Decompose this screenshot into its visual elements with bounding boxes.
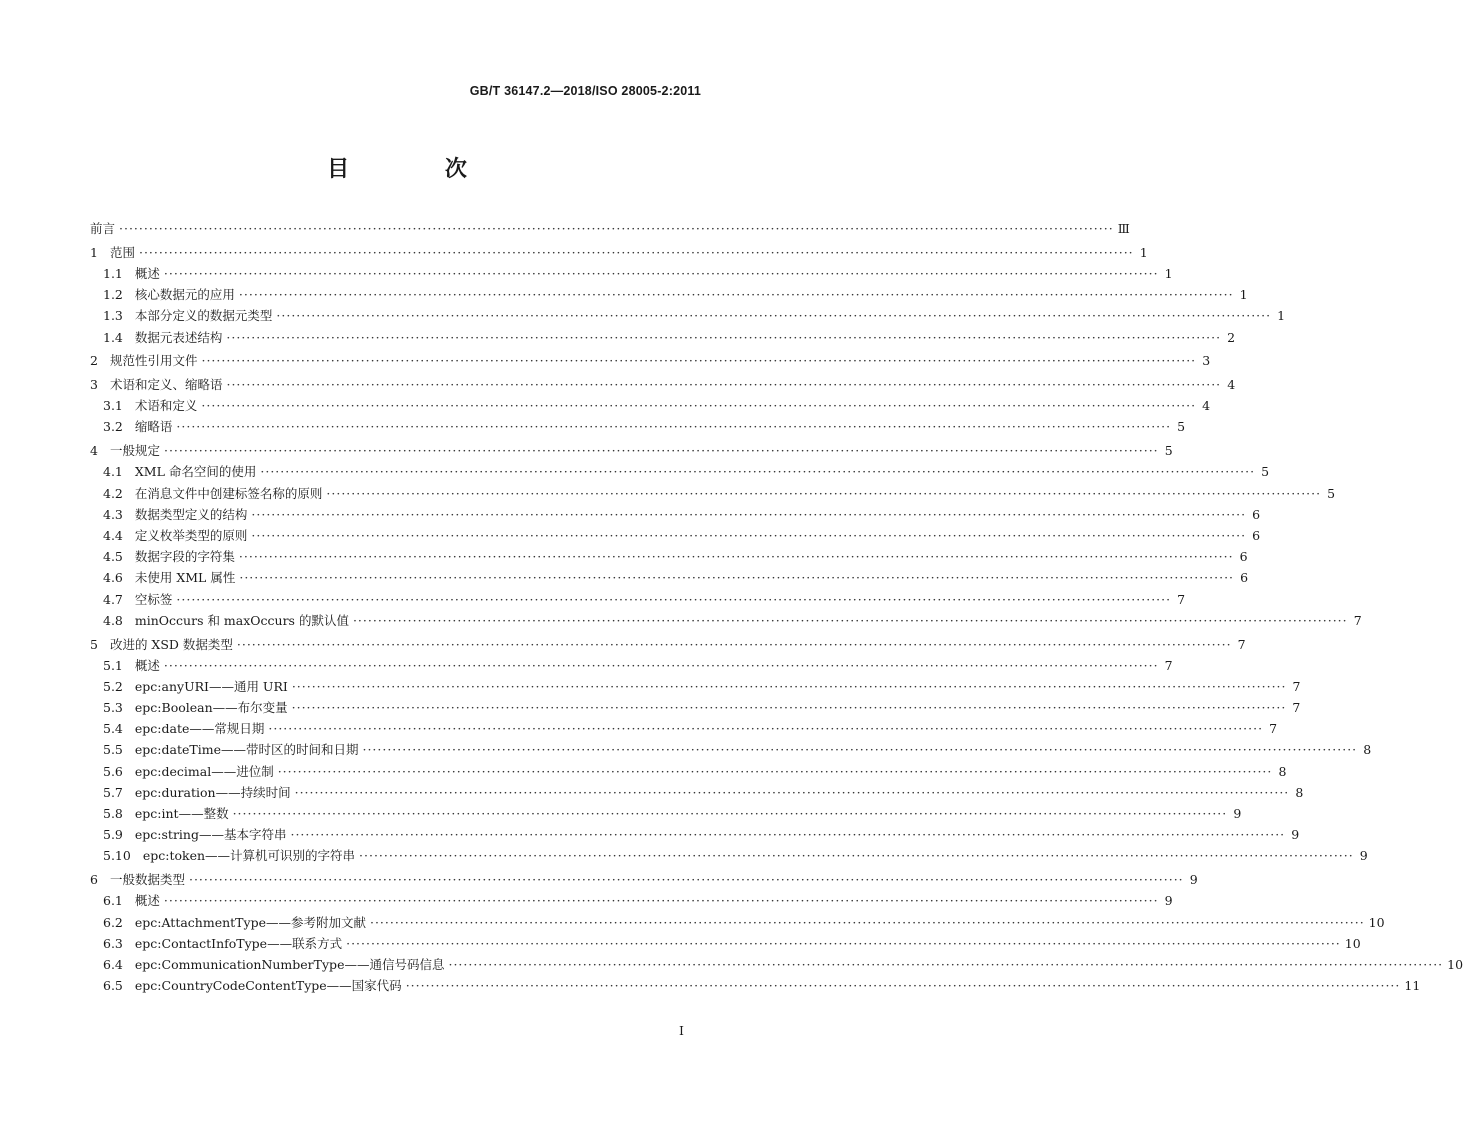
toc-entry-title: 改进的 XSD 数据类型	[109, 636, 233, 652]
toc-entry-title: epc:CommunicationNumberType——通信号码信息	[134, 956, 445, 972]
toc-entry-number: 4.8	[103, 612, 123, 628]
toc-entry-title: 数据字段的字符集	[134, 549, 235, 565]
toc-entry-number: 4.1	[103, 464, 123, 480]
toc-entry-page: 11	[1404, 978, 1421, 994]
toc-entry-title: epc:date——常规日期	[134, 721, 265, 737]
toc-entry-title: 空标签	[134, 591, 173, 607]
toc-entry-title: 一般规定	[109, 443, 160, 459]
toc-entry-title: epc:CountryCodeContentType——国家代码	[134, 978, 402, 994]
dot-leader: ········································································································································································································	[352, 612, 1348, 628]
standard-code-header: GB/T 36147.2—2018/ISO 28005-2:2011	[469, 84, 701, 98]
toc-entry[interactable]	[90, 351, 1211, 372]
toc-entry[interactable]	[90, 306, 1286, 327]
toc-entry-page: 1	[1239, 287, 1248, 303]
toc-entry-page: 2	[1227, 329, 1236, 345]
toc-entry-number: 5.1	[103, 657, 123, 673]
toc-entry-number: 4.4	[103, 528, 123, 543]
toc-entry-number: 6.4	[103, 956, 123, 972]
toc-entry[interactable]	[90, 656, 1173, 677]
dot-leader: ········································································································································································································	[326, 485, 1322, 501]
toc-entry-page: 7	[1353, 612, 1362, 628]
toc-entry-number: 4	[90, 443, 98, 459]
toc-entry-number: 1.2	[103, 287, 123, 303]
toc-entry-page: 7	[1164, 657, 1173, 673]
toc-entry-title: 本部分定义的数据元类型	[134, 308, 273, 324]
toc-entry-title: epc:anyURI——通用 URI	[134, 678, 288, 694]
toc-entry-page: 9	[1291, 827, 1300, 843]
dot-leader: ········································································································································································································	[277, 763, 1273, 779]
toc-entry-page: 7	[1292, 700, 1301, 716]
dot-leader: ········································································································································································································	[290, 827, 1286, 843]
toc-entry-page: 1	[1164, 265, 1173, 281]
toc-entry-title: epc:ContactInfoType——联系方式	[134, 935, 343, 951]
toc-entry[interactable]	[90, 934, 1361, 955]
toc-entry-title: epc:decimal——进位制	[134, 763, 274, 779]
dot-leader: ········································································································································································································	[291, 678, 1287, 694]
toc-entry-title: 概述	[134, 893, 160, 909]
toc-entry-page: 7	[1177, 591, 1186, 607]
toc-entry[interactable]	[90, 846, 1368, 867]
dot-leader: ········································································································································································································	[226, 377, 1222, 393]
dot-leader: ········································································································································································································	[163, 443, 1159, 459]
toc-entry-title: 概述	[134, 265, 160, 281]
toc-entry-page: 3	[1202, 353, 1211, 369]
toc-entry[interactable]	[90, 698, 1301, 719]
toc-entry[interactable]	[90, 462, 1270, 483]
toc-entry-number: 6.2	[103, 914, 123, 930]
toc-entry-page: 8	[1295, 784, 1304, 800]
toc-entry[interactable]	[90, 441, 1173, 462]
toc-entry-title: 在消息文件中创建标签名称的原则	[134, 485, 323, 501]
toc-entry-title: epc:token——计算机可识别的字符串	[142, 848, 356, 864]
toc-entry-number: 6.5	[103, 978, 123, 994]
dot-leader: ········································································································································································································	[176, 419, 1172, 435]
toc-entry[interactable]	[90, 219, 1130, 240]
dot-leader: ········································································································································································································	[119, 221, 1114, 236]
toc-entry-number: 5.2	[103, 678, 123, 694]
toc-entry[interactable]	[90, 635, 1246, 656]
toc-entry-number: 4.5	[103, 549, 123, 565]
dot-leader: ········································································································································································································	[163, 893, 1159, 909]
toc-entry-title: 数据类型定义的结构	[134, 506, 248, 522]
toc-entry-page: Ⅲ	[1117, 221, 1130, 236]
toc-entry-page: 9	[1164, 893, 1173, 909]
dot-leader: ········································································································································································································	[359, 848, 1354, 864]
toc-entry[interactable]	[90, 264, 1173, 285]
toc-entry-page: 9	[1359, 848, 1368, 864]
dot-leader: ········································································································································································································	[163, 265, 1159, 281]
toc-entry-page: 5	[1261, 464, 1270, 480]
toc-entry-title: 规范性引用文件	[109, 353, 198, 369]
toc-entry[interactable]	[90, 891, 1173, 912]
toc-entry-page: 7	[1237, 636, 1246, 652]
toc-entry-title: 术语和定义	[134, 398, 198, 414]
table-of-contents	[90, 219, 1463, 997]
toc-entry[interactable]	[90, 611, 1362, 632]
dot-leader: ········································································································································································································	[188, 872, 1184, 888]
toc-entry-number: 4.7	[103, 591, 123, 607]
dot-leader: ········································································································································································································	[176, 591, 1172, 607]
dot-leader: ········································································································································································································	[362, 742, 1358, 758]
toc-entry-number: 3	[90, 377, 98, 393]
toc-entry-page: 5	[1327, 485, 1336, 501]
toc-entry-title: 数据元表述结构	[134, 329, 223, 345]
dot-leader: ········································································································································································································	[226, 329, 1222, 345]
toc-entry-page: 8	[1278, 763, 1287, 779]
toc-entry[interactable]	[90, 740, 1372, 761]
toc-entry-title: 未使用 XML 属性	[134, 570, 236, 586]
dot-leader: ········································································································································································································	[232, 806, 1228, 822]
toc-entry-title: minOccurs 和 maxOccurs 的默认值	[134, 612, 349, 628]
toc-entry-page: 1	[1277, 308, 1286, 324]
toc-entry-page: 7	[1292, 678, 1301, 694]
toc-entry-number: 4.6	[103, 570, 123, 586]
dot-leader: ········································································································································································································	[201, 398, 1197, 414]
toc-entry-title: 范围	[109, 244, 135, 260]
toc-entry-number: 4.3	[103, 506, 123, 522]
dot-leader: ········································································································································································································	[369, 914, 1365, 930]
toc-entry-title: epc:int——整数	[134, 806, 229, 822]
toc-entry[interactable]	[90, 825, 1300, 846]
toc-entry[interactable]	[90, 590, 1186, 611]
dot-leader: ········································································································································································································	[238, 287, 1234, 303]
dot-leader: ········································································································································································································	[201, 353, 1197, 369]
dot-leader: ········································································································································································································	[138, 244, 1134, 260]
toc-entry[interactable]	[90, 375, 1236, 396]
toc-entry-number: 5.5	[103, 742, 123, 758]
toc-entry-title: 核心数据元的应用	[134, 287, 235, 303]
toc-entry-number: 6.3	[103, 935, 123, 951]
toc-entry-page: 10	[1447, 956, 1463, 972]
toc-entry-page: 5	[1177, 419, 1186, 435]
toc-entry[interactable]	[90, 783, 1304, 804]
toc-entry-number: 5.4	[103, 721, 123, 737]
toc-entry[interactable]	[90, 976, 1421, 997]
toc-entry-title: 前言	[90, 221, 116, 236]
toc-entry-number: 5.7	[103, 784, 123, 800]
toc-entry[interactable]	[90, 568, 1249, 589]
dot-leader: ········································································································································································································	[236, 636, 1232, 652]
toc-entry[interactable]	[90, 547, 1248, 568]
toc-entry-number: 3.1	[103, 398, 123, 414]
toc-entry[interactable]	[90, 396, 1211, 417]
toc-entry[interactable]	[90, 526, 1261, 547]
toc-entry[interactable]	[90, 677, 1301, 698]
toc-entry-title: 缩略语	[134, 419, 173, 435]
toc-entry-number: 5.8	[103, 806, 123, 822]
toc-entry-page: 9	[1189, 872, 1198, 888]
dot-leader: ········································································································································································································	[251, 528, 1247, 543]
dot-leader: ········································································································································································································	[268, 721, 1264, 737]
toc-entry-title: 一般数据类型	[109, 872, 185, 888]
dot-leader: ········································································································································································································	[260, 464, 1256, 480]
toc-entry-page: 1	[1139, 244, 1148, 260]
toc-entry-number: 5.6	[103, 763, 123, 779]
dot-leader: ········································································································································································································	[276, 308, 1272, 324]
toc-entry-page: 6	[1240, 570, 1249, 586]
toc-entry-number: 3.2	[103, 419, 123, 435]
dot-leader: ········································································································································································································	[291, 700, 1287, 716]
toc-entry-title: 定义枚举类型的原则	[134, 528, 248, 543]
dot-leader: ········································································································································································································	[405, 978, 1401, 994]
toc-entry[interactable]	[90, 505, 1261, 526]
toc-entry[interactable]	[90, 417, 1186, 438]
toc-entry-title: 概述	[134, 657, 160, 673]
toc-entry-title: epc:Boolean——布尔变量	[134, 700, 288, 716]
toc-entry-title: epc:duration——持续时间	[134, 784, 291, 800]
toc-entry-page: 10	[1368, 914, 1385, 930]
dot-leader: ········································································································································································································	[251, 506, 1247, 522]
toc-entry-number: 1.4	[103, 329, 123, 345]
toc-entry-title: XML 命名空间的使用	[134, 464, 257, 480]
toc-entry-page: 7	[1269, 721, 1278, 737]
toc-entry-title: epc:dateTime——带时区的时间和日期	[134, 742, 359, 758]
dot-leader: ········································································································································································································	[346, 935, 1341, 951]
toc-entry-number: 5.10	[103, 848, 131, 864]
toc-entry-page: 8	[1363, 742, 1372, 758]
toc-entry-page: 10	[1344, 935, 1361, 951]
toc-entry-page: 9	[1233, 806, 1242, 822]
toc-entry-title: epc:AttachmentType——参考附加文献	[134, 914, 366, 930]
dot-leader: ········································································································································································································	[294, 784, 1290, 800]
toc-entry[interactable]	[90, 913, 1385, 934]
toc-entry-number: 5	[90, 636, 98, 652]
toc-entry[interactable]	[90, 762, 1287, 783]
toc-entry[interactable]	[90, 719, 1278, 740]
toc-entry-number: 5.9	[103, 827, 123, 843]
dot-leader: ········································································································································································································	[163, 657, 1159, 673]
toc-entry[interactable]	[90, 804, 1242, 825]
toc-entry[interactable]	[90, 328, 1236, 349]
toc-entry-page: 5	[1164, 443, 1173, 459]
toc-entry[interactable]	[90, 285, 1248, 306]
toc-entry-page: 4	[1202, 398, 1211, 414]
toc-entry-page: 6	[1252, 528, 1261, 543]
toc-entry[interactable]	[90, 955, 1463, 976]
dot-leader: ········································································································································································································	[448, 956, 1444, 972]
toc-entry-number: 5.3	[103, 700, 123, 716]
toc-heading: 目 次	[327, 156, 511, 182]
toc-entry[interactable]	[90, 484, 1336, 505]
toc-entry-number: 1	[90, 244, 98, 260]
dot-leader: ········································································································································································································	[238, 549, 1234, 565]
toc-entry-number: 4.2	[103, 485, 123, 501]
dot-leader: ········································································································································································································	[239, 570, 1235, 586]
toc-entry-page: 6	[1239, 549, 1248, 565]
toc-entry-title: epc:string——基本字符串	[134, 827, 287, 843]
toc-entry-title: 术语和定义、缩略语	[109, 377, 223, 393]
toc-entry[interactable]	[90, 243, 1148, 264]
toc-entry-number: 6	[90, 872, 98, 888]
toc-entry-number: 2	[90, 353, 98, 369]
toc-entry-page: 6	[1252, 506, 1261, 522]
page-number: I	[679, 1023, 684, 1038]
toc-entry-page: 4	[1227, 377, 1236, 393]
toc-entry-number: 1.1	[103, 265, 123, 281]
toc-entry[interactable]	[90, 870, 1198, 891]
toc-entry-number: 6.1	[103, 893, 123, 909]
toc-entry-number: 1.3	[103, 308, 123, 324]
